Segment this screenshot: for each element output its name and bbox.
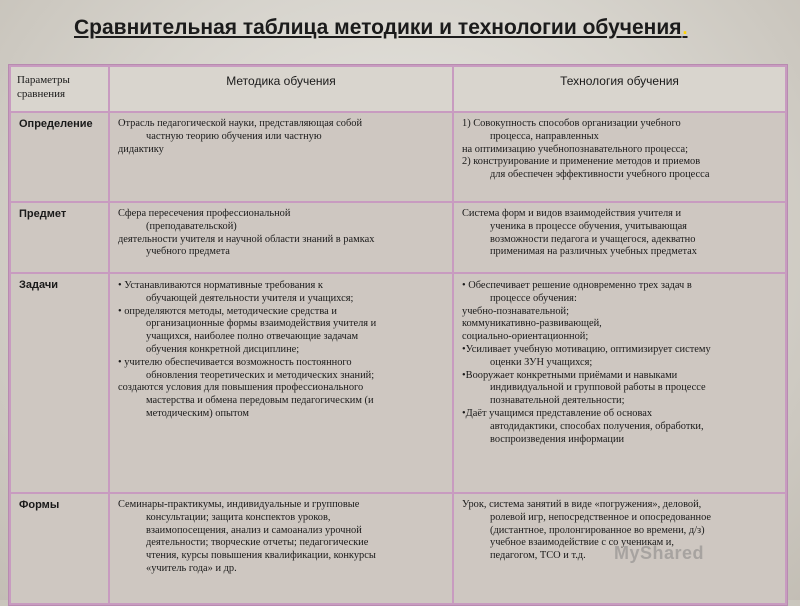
row-label-definition: Определение xyxy=(11,113,108,201)
text-line: чтения, курсы повышения квалификации, конкурсы xyxy=(146,550,376,562)
definition-method-cell xyxy=(110,113,452,201)
text-line: возможности педагога и учащегося, адекватно xyxy=(490,233,696,245)
text-line: обучения конкретной дисциплине; xyxy=(146,343,300,355)
slide-title: Сравнительная таблица методики и технологии обучения. xyxy=(74,16,688,39)
forms-method-cell xyxy=(110,494,452,603)
header-params-line: Параметры xyxy=(17,74,70,86)
text-line: организационные формы взаимодействия учителя и xyxy=(146,318,377,330)
tasks-method-cell xyxy=(110,274,452,492)
text-line: ученика в процессе обучения, учитывающая xyxy=(490,220,687,232)
title-dot: . xyxy=(682,18,688,38)
bullet-line: • Обеспечивает решение одновременно трех задач в xyxy=(462,280,692,291)
text-line: деятельности; творческие отчеты; педагогические xyxy=(146,537,369,549)
text-line: обучающей деятельности учителя и учащихся; xyxy=(146,292,354,304)
text-line: познавательной деятельности; xyxy=(490,395,625,407)
text-line: процессе обучения: xyxy=(490,292,577,304)
text-line: (дистантное, пролонгированное во времени, д/з) xyxy=(490,524,705,536)
header-method: Методика обучения xyxy=(110,67,452,111)
row-label-forms: Формы xyxy=(11,494,108,603)
text-line: оценки ЗУН учащихся; xyxy=(490,356,593,368)
text-line: социально-ориентационной; xyxy=(462,331,589,343)
text-line: мастерства и обмена передовым педагогическим (и xyxy=(146,395,374,407)
text-line: 2) конструирование и применение методов и приемов xyxy=(462,156,701,168)
text-line: частную теорию обучения или частную xyxy=(146,130,322,142)
text-line: для обеспечен эффективности учебного процесса xyxy=(490,169,710,181)
watermark-logo: MyShared xyxy=(614,543,705,563)
text-line: процесса, направленных xyxy=(490,130,599,142)
text-line: обновления теоретических и методических знаний; xyxy=(146,369,375,381)
bullet-line: •Вооружает конкретными приёмами и навыками xyxy=(462,369,678,381)
text-line: автодидактики, способах получения, обработки, xyxy=(490,420,704,432)
text-line: Сфера пересечения профессиональной xyxy=(118,208,291,219)
text-line: учебного предмета xyxy=(146,246,230,258)
text-line: на оптимизацию учебнопознавательного процесса; xyxy=(462,143,689,155)
text-line: учебно-познавательной; xyxy=(462,305,569,317)
text-line: коммуникативно-развивающей, xyxy=(462,318,602,330)
text-line: методическим) опытом xyxy=(146,407,249,419)
text-line: (преподавательской) xyxy=(146,220,237,232)
tasks-tech-cell xyxy=(454,274,785,492)
row-label-subject: Предмет xyxy=(11,203,108,272)
text-line: учебное взаимодействие с со ученикам и, xyxy=(490,537,674,549)
text-line: Семинары-практикумы, индивидуальные и групповые xyxy=(118,499,360,510)
text-line: ролевой игр, непосредственное и опосредованное xyxy=(490,511,712,523)
text-line: педагогом, ТСО и т.д. xyxy=(490,550,586,562)
bullet-line: • определяются методы, методические средства и xyxy=(118,305,337,317)
text-line: создаются условия для повышения профессионального xyxy=(118,382,364,394)
text-line: Урок, система занятий в виде «погружения», деловой, xyxy=(462,499,702,510)
header-params xyxy=(11,67,108,111)
row-label-tasks: Задачи xyxy=(11,274,108,492)
text-line: консультации; защита конспектов уроков, xyxy=(146,511,331,523)
text-line: взаимопосещения, анализ и самоанализ урочной xyxy=(146,524,362,536)
text-line: применимая на различных учебных предметах xyxy=(490,246,697,258)
subject-tech-cell xyxy=(454,203,785,272)
text-line: деятельности учителя и научной области знаний в рамках xyxy=(118,233,375,245)
text-line: воспроизведения информации xyxy=(490,433,625,445)
header-tech: Технология обучения xyxy=(454,67,785,111)
text-line: Система форм и видов взаимодействия учителя и xyxy=(462,208,682,219)
text-line: 1) Совокупность способов организации учебного xyxy=(462,118,681,129)
bullet-line: • учителю обеспечивается возможность постоянного xyxy=(118,356,352,368)
subject-method-cell xyxy=(110,203,452,272)
bullet-line: •Усиливает учебную мотивацию, оптимизирует систему xyxy=(462,343,711,355)
definition-tech-cell xyxy=(454,113,785,201)
bullet-line: • Устанавливаются нормативные требования к xyxy=(118,280,323,291)
text-line: учащихся, наиболее полно отвечающие задачам xyxy=(146,331,359,343)
text-line: индивидуальной и групповой работы в процессе xyxy=(490,382,706,394)
header-params-line: сравнения xyxy=(17,88,66,100)
text-line: Отрасль педагогической науки, представляющая собой xyxy=(118,118,363,129)
text-line: «учитель года» и др. xyxy=(146,562,237,574)
text-line: дидактику xyxy=(118,143,164,155)
comparison-table xyxy=(8,64,788,606)
bullet-line: •Даёт учащимся представление об основах xyxy=(462,407,653,419)
